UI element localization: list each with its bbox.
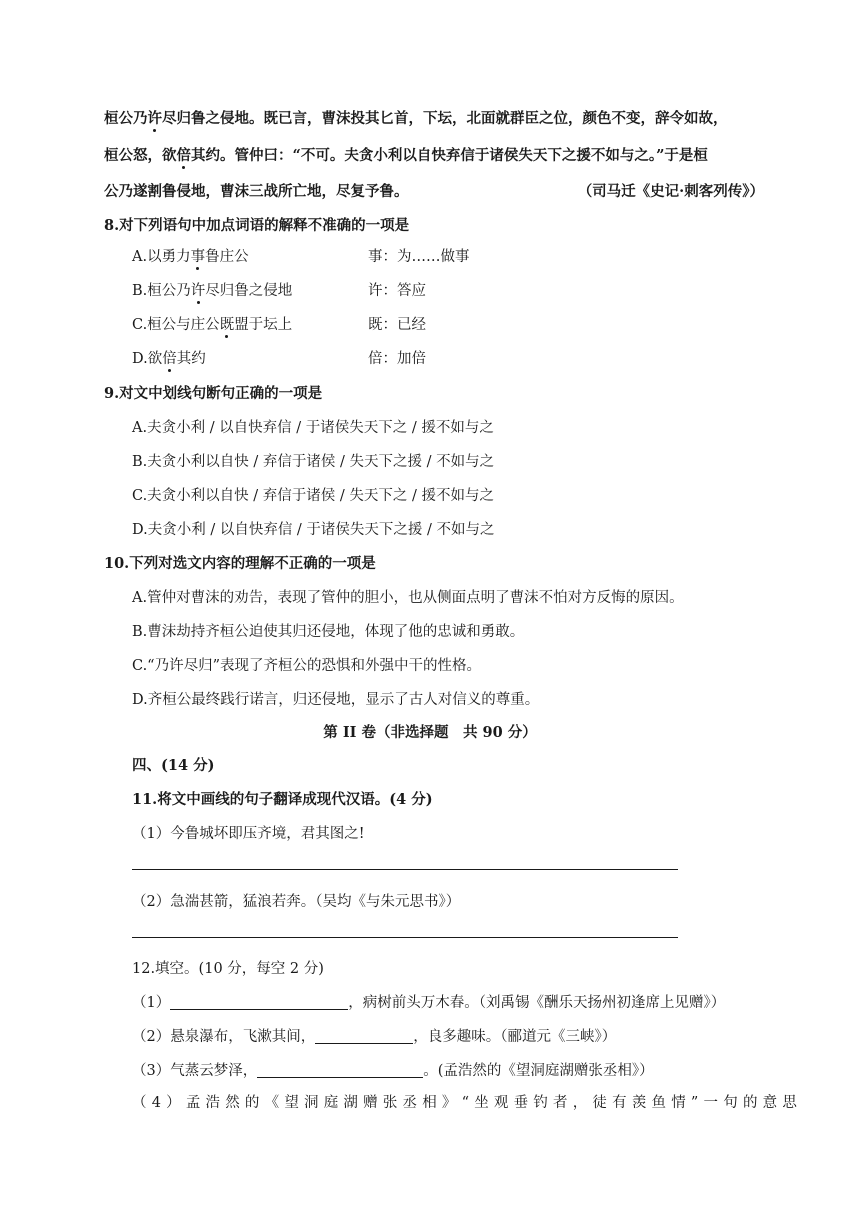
item-text: ，病树前头万木春。（刘禹锡《酬乐天扬州初逢席上见赠》） — [348, 995, 726, 1011]
q12-item-2 — [132, 1025, 616, 1046]
q11-item-1: （1）今鲁城坏即压齐境，君其图之! — [132, 826, 365, 842]
option-text: 尽归鲁之侵地 — [205, 283, 293, 299]
option-text: B.桓公乃 — [132, 283, 191, 299]
option-text: D.欲 — [132, 351, 163, 367]
q10-stem: 10.下列对选文内容的理解不正确的一项是 — [104, 555, 376, 572]
q8-gloss-c: 既：已经 — [368, 317, 426, 333]
q9-stem: 9.对文中划线句断句正确的一项是 — [104, 385, 323, 402]
passage-text: 桓公乃 — [104, 110, 148, 127]
q8-option-c — [132, 313, 292, 334]
q8-gloss-d: 倍：加倍 — [368, 351, 426, 367]
section-4-heading: 四、(14 分) — [132, 757, 215, 774]
option-text: 盟于坛上 — [234, 317, 293, 333]
passage-text: 桓公怒，欲 — [104, 147, 177, 164]
q8-stem: 8.对下列语句中加点词语的解释不准确的一项是 — [104, 217, 410, 234]
item-text: （1） — [132, 995, 171, 1011]
q10-option-b: B.曹沫劫持齐桓公迫使其归还侵地，体现了他的忠诚和勇敢。 — [132, 624, 525, 640]
answer-line-2[interactable] — [132, 937, 678, 938]
option-text: A.以勇力 — [132, 249, 191, 265]
q10-option-a: A.管仲对曹沫的劝告，表现了管仲的胆小，也从侧面点明了曹沫不怕对方反悔的原因。 — [132, 590, 684, 606]
passage-source: （司马迁《史记·刺客列传》） — [577, 183, 764, 200]
item-text: （2）悬泉瀑布，飞漱其间， — [132, 1029, 316, 1045]
option-text: C.桓公与庄公 — [132, 317, 220, 333]
fill-blank-1[interactable] — [170, 995, 348, 1010]
q9-option-a: A.夫贪小利 / 以自快弃信 / 于诸侯失天下之 / 援不如与之 — [132, 420, 494, 436]
item-text: ，良多趣味。（郦道元《三峡》） — [413, 1029, 617, 1045]
q11-item-2: （2）急湍甚箭，猛浪若奔。（吴均《与朱元思书》） — [132, 894, 461, 910]
q8-gloss-b: 许：答应 — [368, 283, 426, 299]
item-text: 。(孟浩然的《望洞庭湖赠张丞相》） — [423, 1063, 654, 1079]
emphasis-dot-word: 事 — [190, 249, 206, 265]
q10-option-c: C.“乃许尽归”表现了齐桓公的恐惧和外强中干的性格。 — [132, 658, 482, 674]
emphasis-dot-word: 倍 — [162, 351, 177, 367]
passage-text: 尽归鲁之侵地。既已言，曹沫投其匕首，下坛，北面就群臣之位，颜色不变，辞令如故， — [162, 110, 728, 127]
q12-item-3 — [132, 1059, 654, 1080]
answer-line-1[interactable] — [132, 869, 678, 870]
fill-blank-2[interactable] — [315, 1029, 413, 1044]
passage-line-3 — [104, 180, 764, 201]
q8-option-b — [132, 279, 292, 300]
fill-blank-3[interactable] — [257, 1063, 423, 1078]
emphasis-dot-word: 许 — [147, 110, 162, 127]
emphasis-dot-word: 既 — [219, 317, 235, 333]
emphasis-dot-word: 许 — [190, 283, 206, 299]
passage-line-2 — [104, 144, 764, 165]
q11-stem: 11.将文中画线的句子翻译成现代汉语。(4 分) — [132, 791, 433, 808]
q12-item-4: （4）孟浩然的《望洞庭湖赠张丞相》“坐观垂钓者，徒有羡鱼情”一句的意思 — [132, 1095, 803, 1111]
emphasis-dot-word: 倍 — [176, 147, 191, 164]
q9-option-b: B.夫贪小利以自快 / 弃信于诸侯 / 失天下之援 / 不如与之 — [132, 454, 495, 470]
q8-gloss-a: 事：为……做事 — [368, 249, 470, 265]
passage-text: 公乃遂割鲁侵地，曹沫三战所亡地，尽复予鲁。 — [104, 183, 409, 200]
q12-stem: 12.填空。(10 分，每空 2 分) — [132, 961, 324, 977]
item-text: （3）气蒸云梦泽， — [132, 1063, 258, 1079]
option-text: 鲁庄公 — [205, 249, 249, 265]
q8-option-a — [132, 245, 249, 266]
part2-title: 第 II 卷（非选择题 共 90 分） — [323, 724, 537, 741]
option-text: 其约 — [176, 351, 206, 367]
q8-option-d — [132, 347, 206, 368]
q10-option-d: D.齐桓公最终践行诺言，归还侵地，显示了古人对信义的尊重。 — [132, 692, 540, 708]
passage-text: 其约。管仲曰：“不可。夫贪小利以自快弃信于诸侯失天下之援不如与之。”于是桓 — [191, 147, 708, 164]
q9-option-c: C.夫贪小利以自快 / 弃信于诸侯 / 失天下之 / 援不如与之 — [132, 488, 494, 504]
q9-option-d: D.夫贪小利 / 以自快弃信 / 于诸侯失天下之援 / 不如与之 — [132, 522, 495, 538]
q12-item-1 — [132, 991, 725, 1012]
passage-line-1 — [104, 107, 764, 128]
